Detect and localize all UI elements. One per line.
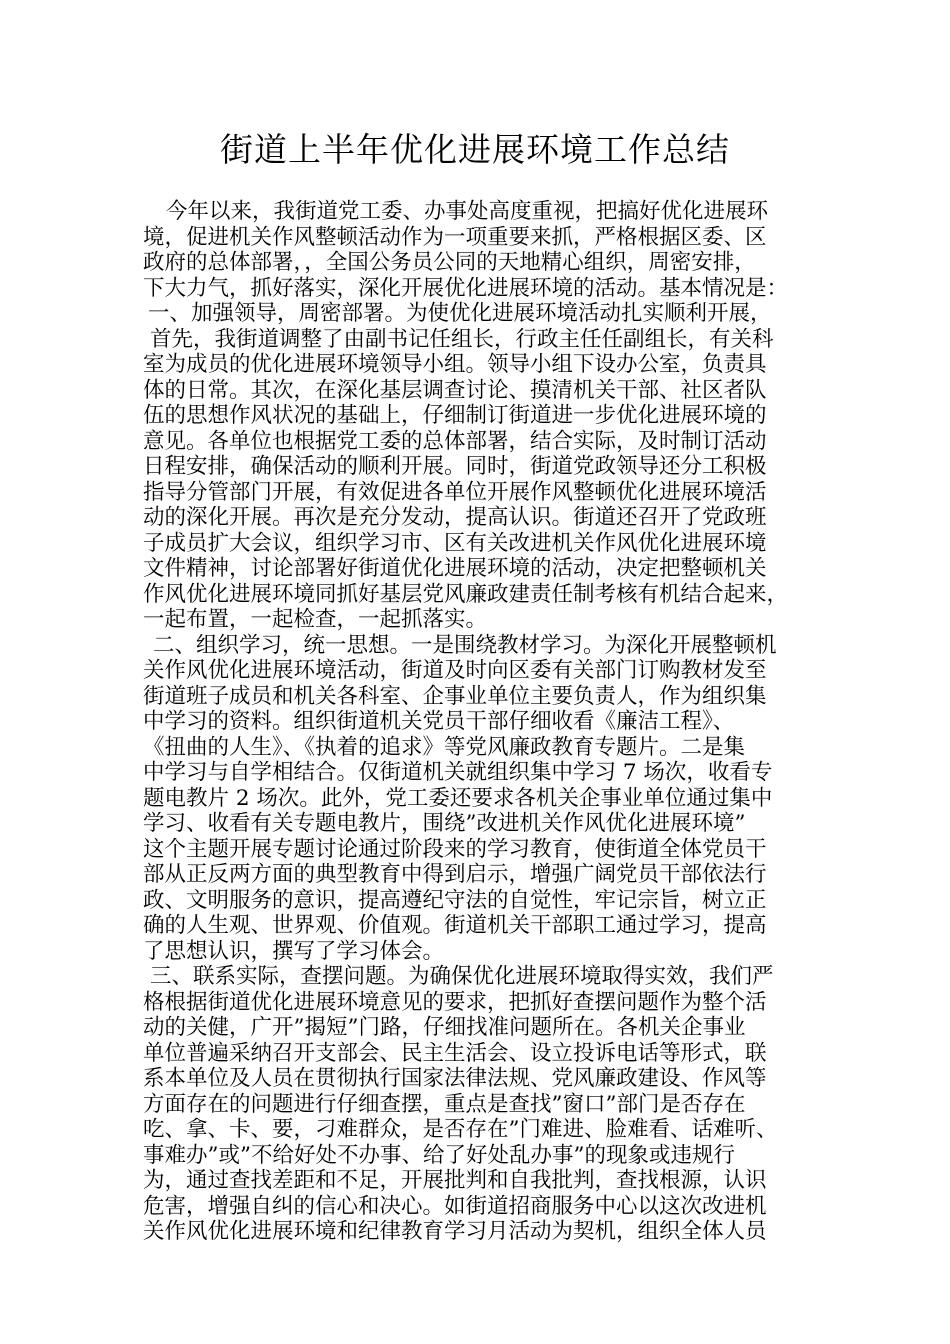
text-line: 首先，我街道调整了由副书记任组长，行政主任任副组长，有关科 [150, 326, 774, 352]
text-line: 方面存在的问题进行仔细查摆，重点是查找”窗口”部门是否存在 [143, 1091, 746, 1117]
text-line: 指导分管部门开展，有效促进各单位开展作风整顿优化进展环境活 [143, 479, 767, 505]
text-line: 一起布置，一起检查，一起抓落实。 [143, 607, 488, 632]
text-line: 政、文明服务的意识，提高遵纪守法的自觉性，牢记宗旨，树立正 [143, 887, 767, 913]
text-line: 一、加强领导，周密部署。为使优化进展环境活动扎实顺利开展， [148, 301, 772, 326]
text-line: 吃、拿、卡、要，刁难群众，是否存在”门难进、脸难看、话难听、 [143, 1117, 778, 1142]
text-line: 文件精神，讨论部署好街道优化进展环境的活动，决定把整顿机关 [143, 556, 767, 581]
text-line: 格根据街道优化进展环境意见的要求，把抓好查摆问题作为整个活 [143, 989, 767, 1015]
text-line: 事难办”或”不给好处不办事、给了好处乱办事”的现象或违规行 [143, 1142, 735, 1168]
text-line: 作风优化进展环境同抓好基层党风廉政建责任制考核有机结合起来， [143, 581, 789, 607]
text-line: 单位普遍采纳召开支部会、民主生活会、设立投诉电话等形式，联 [143, 1040, 767, 1066]
text-line: 意见。各单位也根据党工委的总体部署，结合实际，及时制订活动 [143, 428, 767, 454]
text-line: 题电教片 2 场次。此外，党工委还要求各机关企事业单位通过集中 [143, 785, 773, 811]
text-line: 街道班子成员和机关各科室、企事业单位主要负责人，作为组织集 [143, 683, 767, 709]
text-line: 境，促进机关作风整顿活动作为一项重要来抓，严格根据区委、区 [143, 224, 767, 250]
document-body [143, 199, 833, 1245]
text-line: 动的深化开展。再次是充分发动，提高认识。街道还召开了党政班 [143, 505, 767, 530]
text-line: 关作风优化进展环境和纪律教育学习月活动为契机，组织全体人员 [143, 1219, 767, 1244]
text-line: 中学习与自学相结合。仅街道机关就组织集中学习 7 场次，收看专 [143, 760, 773, 785]
text-line: 危害，增强自纠的信心和决心。如街道招商服务中心以这次改进机 [143, 1193, 767, 1219]
text-line: 关作风优化进展环境活动，街道及时向区委有关部门订购教材发至 [143, 658, 767, 683]
text-line: 这个主题开展专题讨论通过阶段来的学习教育，使街道全体党员干 [143, 836, 767, 862]
text-line: 伍的思想作风状况的基础上，仔细制订街道进一步优化进展环境的 [143, 403, 767, 428]
text-line: 中学习的资料。组织街道机关党员干部仔细收看《廉洁工程》、 [143, 709, 735, 734]
text-line: 了思想认识，撰写了学习体会。 [143, 938, 445, 964]
text-line: 政府的总体部署，，全国公务员公同的天地精心组织，周密安排， [143, 250, 756, 275]
text-line: 室为成员的优化进展环境领导小组。领导小组下设办公室，负责具 [143, 352, 767, 377]
document-title: 街道上半年优化进展环境工作总结 [220, 130, 730, 169]
text-line: 三、联系实际，查摆问题。为确保优化进展环境取得实效，我们严 [150, 964, 774, 989]
text-line: 今年以来，我街道党工委、办事处高度重视，把搞好优化进展环 [166, 199, 769, 224]
text-line: 确的人生观、世界观、价值观。街道机关干部职工通过学习，提高 [143, 913, 767, 938]
text-line: 体的日常。其次，在深化基层调查讨论、摸清机关干部、社区者队 [143, 377, 767, 403]
text-line: 为，通过查找差距和不足，开展批判和自我批判，查找根源，认识 [143, 1168, 767, 1193]
text-line: 日程安排，确保活动的顺利开展。同时，街道党政领导还分工积极 [143, 454, 767, 479]
text-line: 系本单位及人员在贯彻执行国家法律法规、党风廉政建设、作风等 [143, 1066, 767, 1091]
text-line: 动的关健，广开”揭短”门路，仔细找准问题所在。各机关企事业 [143, 1015, 746, 1040]
text-line: 部从正反两方面的典型教育中得到启示，增强广阔党员干部依法行 [143, 862, 767, 887]
text-line: 二、组织学习，统一思想。一是围绕教材学习。为深化开展整顿机 [153, 632, 777, 658]
text-line: 子成员扩大会议，组织学习市、区有关改进机关作风优化进展环境 [143, 530, 767, 556]
text-line: 下大力气，抓好落实，深化开展优化进展环境的活动。基本情况是： [143, 275, 789, 301]
text-line: 学习、收看有关专题电教片，围绕”改进机关作风优化进展环境” [143, 811, 746, 836]
text-line: 《扭曲的人生》、《执着的追求》等党风廉政教育专题片。二是集 [143, 734, 746, 760]
